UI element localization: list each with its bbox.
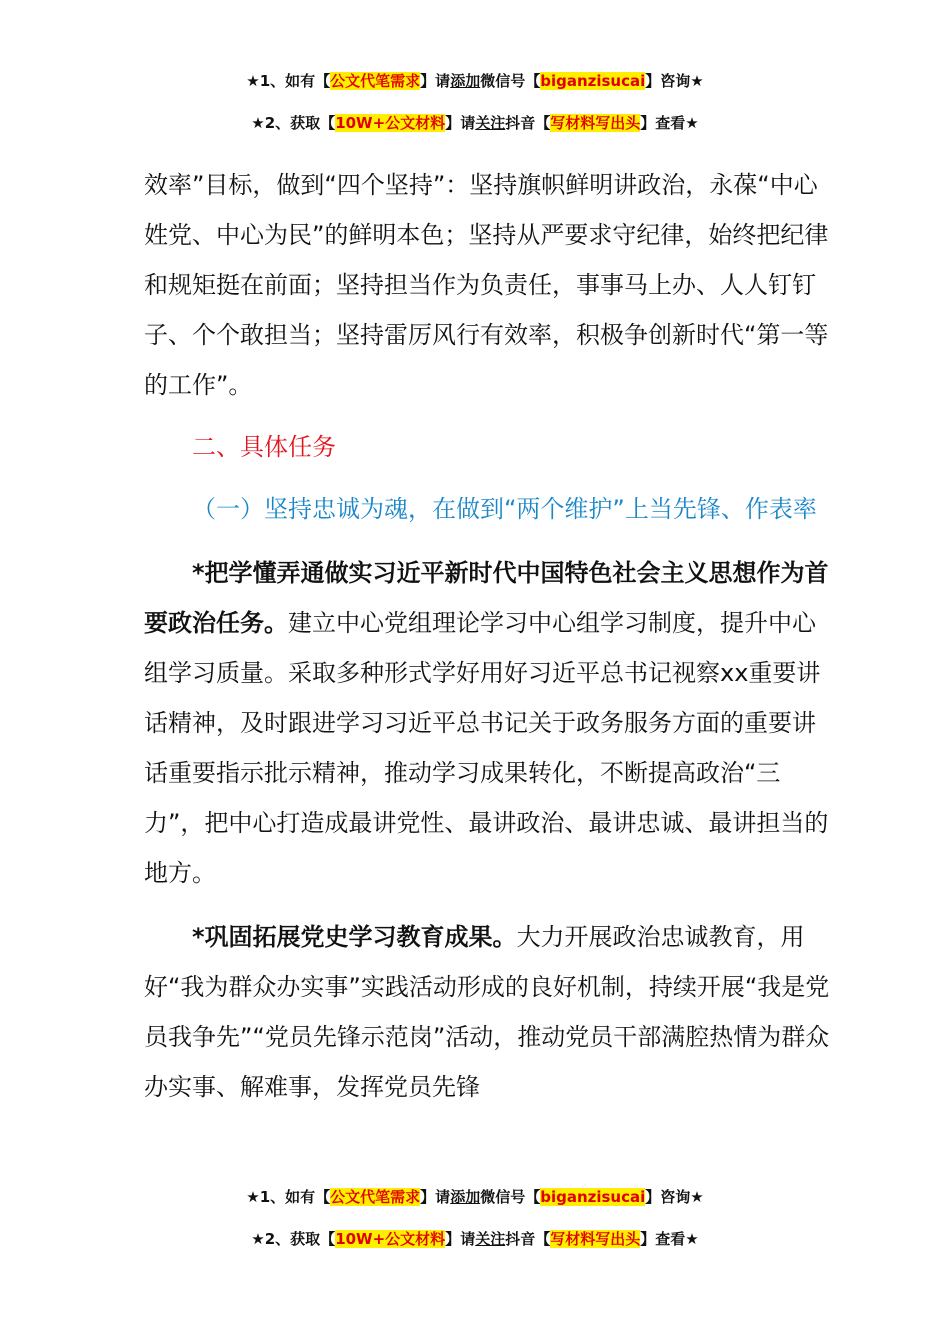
task-paragraph-2-lead: *巩固拓展党史学习教育成果。 [192, 923, 517, 951]
task-paragraph-1 [144, 548, 834, 898]
task-paragraph-1-text: 建立中心党组理论学习中心组学习制度，提升中心组学习质量。采取多种形式学好用好习近平总书记视察xx重要讲话精神，及时跟进学习习近平总书记关于政务服务方面的重要讲话重要指示批示精神，推动学习成果转化，不断提高政治“三力”，把中心打造成最讲党性、最讲政治、最讲忠诚、最讲担当的地方。 [144, 609, 829, 887]
bottom-banner-line-2 [0, 1228, 950, 1250]
banner-text: 】请 [445, 1230, 476, 1248]
banner-text: 】查看★ [640, 114, 699, 132]
banner-highlight: 10W+公文材料 [335, 1230, 446, 1248]
banner-text: ★2、获取【 [251, 114, 336, 132]
bottom-banner-line-1 [0, 1186, 950, 1208]
banner-text: 微信号【 [480, 72, 541, 90]
banner-text: 】请 [420, 1188, 451, 1206]
banner-text: ★1、如有【 [246, 72, 331, 90]
banner-text: 】请 [420, 72, 451, 90]
banner-highlight: 写材料写出头 [550, 114, 641, 132]
banner-highlight: 10W+公文材料 [335, 114, 446, 132]
banner-highlight: 写材料写出头 [550, 1230, 641, 1248]
banner-text: 】咨询★ [645, 1188, 704, 1206]
banner-text: 】查看★ [640, 1230, 699, 1248]
task-paragraph-1-lead: *把学懂弄通做实习近平新时代中国特色社会主义思想作为首要政治任务。 [144, 559, 829, 637]
banner-text: 抖音【 [505, 1230, 551, 1248]
top-banner-line-2 [0, 112, 950, 134]
task-paragraph-2 [144, 912, 834, 1112]
document-body [144, 160, 834, 1126]
banner-highlight: biganzisucai [540, 72, 646, 90]
intro-paragraph: 效率”目标，做到“四个坚持”：坚持旗帜鲜明讲政治，永葆“中心姓党、中心为民”的鲜明本色；坚持从严要求守纪律，始终把纪律和规矩挺在前面；坚持担当作为负责任，事事马上办、人人钉钉子、个个敢担当；坚持雷厉风行有效率，积极争创新时代“第一等的工作”。 [144, 171, 829, 399]
banner-text: ★2、获取【 [251, 1230, 336, 1248]
banner-underline-text: 添加 [450, 72, 481, 90]
banner-text: 】请 [445, 114, 476, 132]
banner-highlight: 公文代笔需求 [330, 72, 421, 90]
section-heading: 二、具体任务 [192, 433, 336, 461]
top-banner-line-1 [0, 70, 950, 92]
banner-underline-text: 关注 [475, 114, 506, 132]
banner-underline-text: 添加 [450, 1188, 481, 1206]
banner-text: 抖音【 [505, 114, 551, 132]
task-paragraph-2-text: 大力开展政治忠诚教育，用好“我为群众办实事”实践活动形成的良好机制，持续开展“我是党员我争先”“党员先锋示范岗”活动，推动党员干部满腔热情为群众办实事、解难事，发挥党员先锋 [144, 923, 830, 1101]
banner-underline-text: 关注 [475, 1230, 506, 1248]
subsection-heading: （一）坚持忠诚为魂，在做到“两个维护”上当先锋、作表率 [192, 495, 817, 523]
banner-highlight: 公文代笔需求 [330, 1188, 421, 1206]
banner-text: 微信号【 [480, 1188, 541, 1206]
banner-text: 】咨询★ [645, 72, 704, 90]
banner-text: ★1、如有【 [246, 1188, 331, 1206]
banner-highlight: biganzisucai [540, 1188, 646, 1206]
